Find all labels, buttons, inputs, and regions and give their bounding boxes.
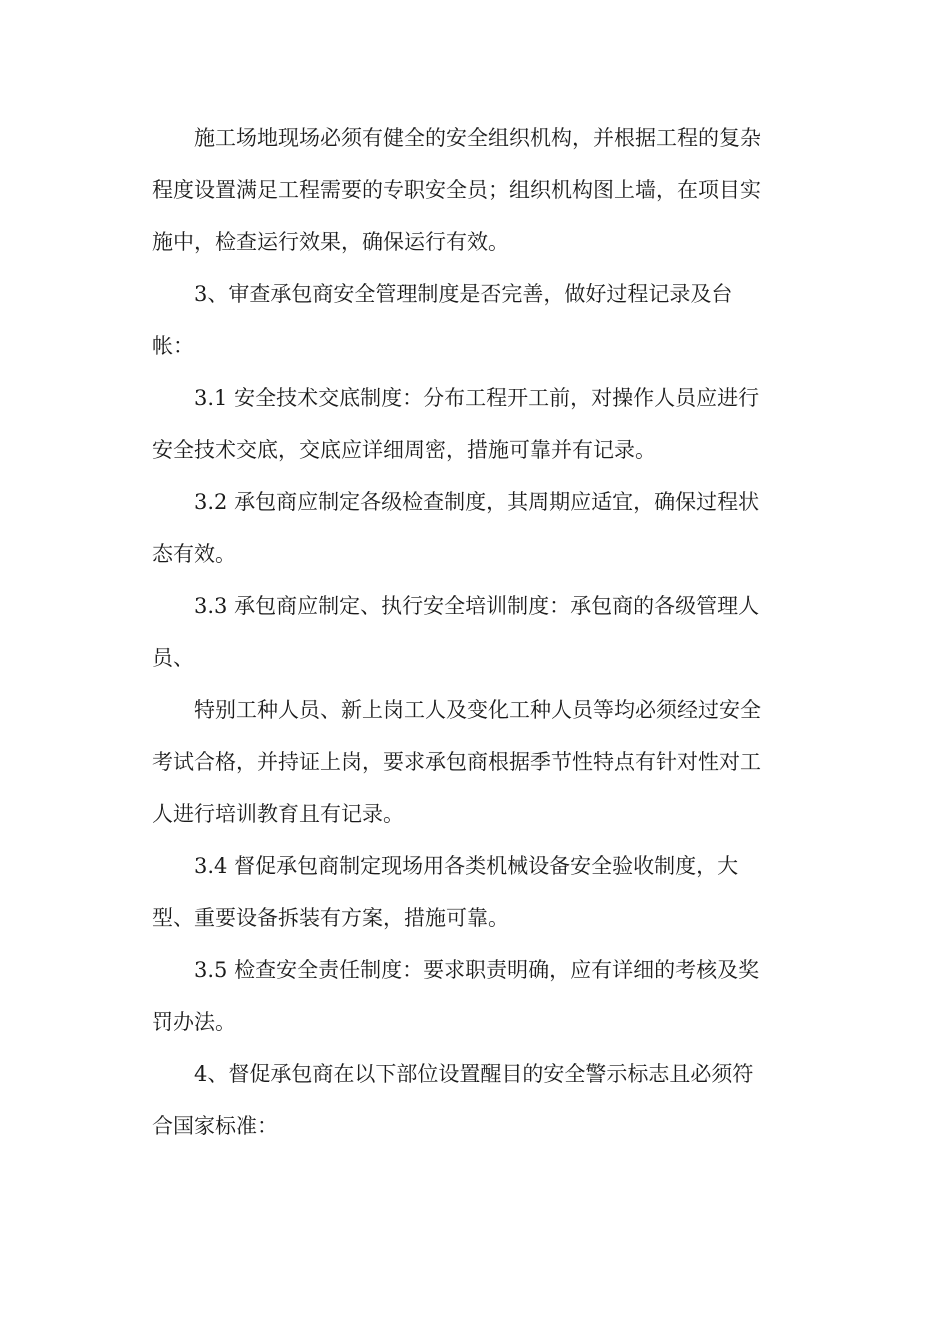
- text-line: 人进行培训教育且有记录。: [152, 802, 404, 826]
- text-line: 合国家标准：: [152, 1114, 278, 1138]
- text-line: 施中，检查运行效果，确保运行有效。: [152, 230, 509, 254]
- text-line: 帐：: [152, 334, 194, 358]
- text-line: 4、督促承包商在以下部位设置醒目的安全警示标志且必须符: [194, 1062, 754, 1086]
- paragraph-special-workers: [152, 684, 802, 840]
- text-line: 施工场地现场必须有健全的安全组织机构，并根据工程的复杂: [194, 126, 761, 150]
- text-line: 考试合格，并持证上岗，要求承包商根据季节性特点有针对性对工: [152, 750, 761, 774]
- text-line: 3.1 安全技术交底制度：分布工程开工前，对操作人员应进行: [194, 386, 760, 410]
- paragraph-item-3-2: [152, 476, 802, 580]
- document-body: [152, 112, 802, 1152]
- paragraph-item-3-5: [152, 944, 802, 1048]
- text-line: 特别工种人员、新上岗工人及变化工种人员等均必须经过安全: [194, 698, 761, 722]
- paragraph-item-3-3: [152, 580, 802, 684]
- text-line: 员、: [152, 646, 194, 670]
- text-line: 型、重要设备拆装有方案，措施可靠。: [152, 906, 509, 930]
- text-line: 3.4 督促承包商制定现场用各类机械设备安全验收制度，大: [194, 854, 739, 878]
- text-line: 罚办法。: [152, 1010, 236, 1034]
- text-line: 3.3 承包商应制定、执行安全培训制度：承包商的各级管理人: [194, 594, 760, 618]
- text-line: 态有效。: [152, 542, 236, 566]
- text-line: 3.2 承包商应制定各级检查制度，其周期应适宜，确保过程状: [194, 490, 760, 514]
- text-line: 程度设置满足工程需要的专职安全员；组织机构图上墙，在项目实: [152, 178, 761, 202]
- paragraph-item-3: [152, 268, 802, 372]
- paragraph-safety-organization: [152, 112, 802, 268]
- text-line: 3.5 检查安全责任制度：要求职责明确，应有详细的考核及奖: [194, 958, 760, 982]
- paragraph-item-3-4: [152, 840, 802, 944]
- paragraph-item-3-1: [152, 372, 802, 476]
- text-line: 安全技术交底，交底应详细周密，措施可靠并有记录。: [152, 438, 656, 462]
- paragraph-item-4: [152, 1048, 802, 1152]
- text-line: 3、审查承包商安全管理制度是否完善，做好过程记录及台: [194, 282, 733, 306]
